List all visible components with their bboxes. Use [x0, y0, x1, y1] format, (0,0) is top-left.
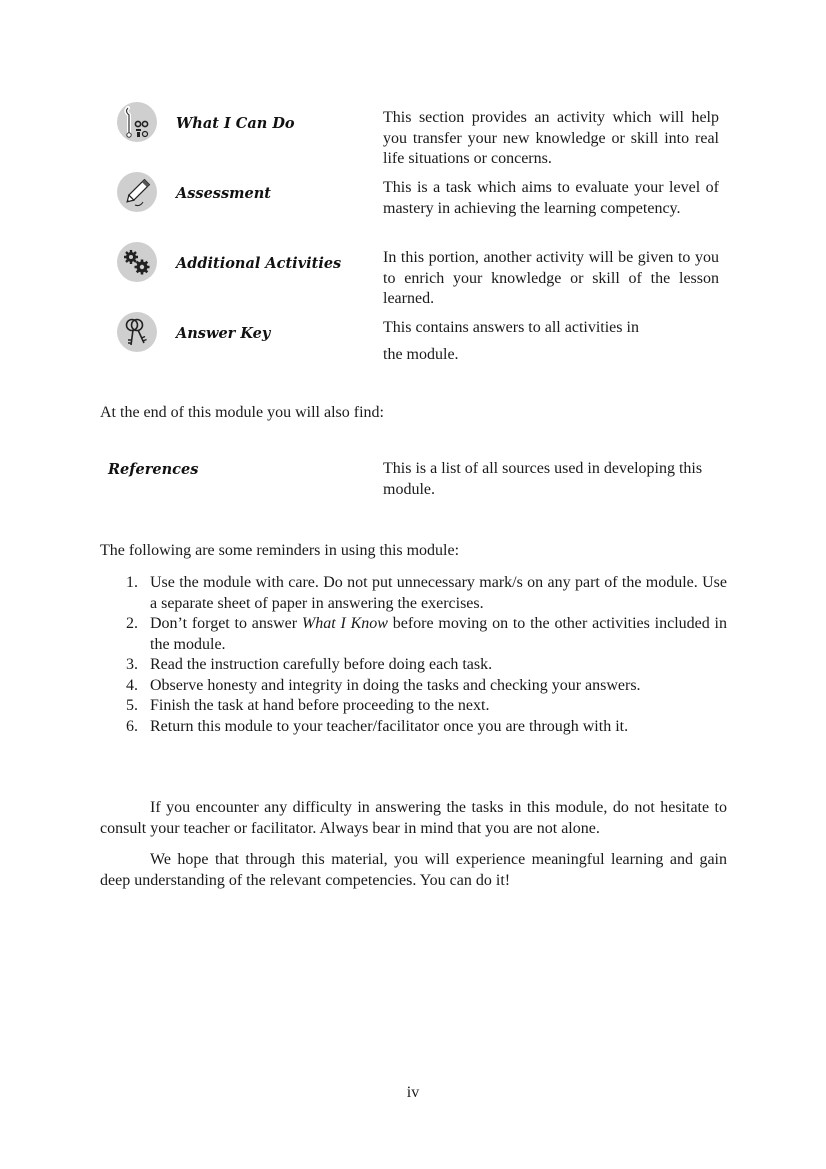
pencil-icon [117, 172, 157, 212]
reminder-text: Return this module to your teacher/facilitator once you are through with it. [150, 717, 629, 735]
reminder-number: 1. [126, 574, 138, 591]
reminder-number: 5. [126, 697, 138, 714]
closing-paragraph-2: We hope that through this material, you will experience meaningful learning and gain deep understanding of the relevant competencies. You can do it! [100, 851, 727, 889]
reminder-number: 4. [126, 676, 138, 694]
reminder-item [100, 573, 727, 614]
reminder-number: 3. [126, 656, 138, 673]
wrench-tools-icon [117, 102, 157, 142]
closing-paragraph-1: If you encounter any difficulty in answering the tasks in this module, do not hesitate to consult your teacher or facilitator. Always bear in mind that you are not alone. [100, 799, 727, 837]
reminder-number: 6. [126, 717, 138, 735]
section-label-answer-key: Answer Key [176, 325, 271, 342]
reminder-text: before moving on to the other activities included in the module. [150, 615, 727, 653]
references-label: References [108, 461, 199, 478]
end-intro-text: At the end of this module you will also find: [100, 404, 384, 421]
reminder-item [100, 614, 727, 655]
section-label-what-i-can-do: What I Can Do [176, 115, 295, 132]
reminder-item [100, 676, 727, 697]
reminder-number: 2. [126, 615, 138, 632]
reminder-item [100, 696, 727, 717]
section-description-assessment: This is a task which aims to evaluate your level of mastery in achieving the learning competency. [383, 179, 719, 217]
reminder-text: Use the module with care. Do not put unnecessary mark/s on any part of the module. Use a separate sheet of paper in answering the exercises. [150, 574, 727, 612]
keys-icon [117, 312, 157, 352]
section-description-answer-key [383, 318, 719, 365]
reminder-item [100, 655, 727, 676]
section-label-assessment: Assessment [176, 185, 271, 202]
reminder-text: Finish the task at hand before proceeding to the next. [150, 697, 490, 714]
reminder-text: Read the instruction carefully before doing each task. [150, 656, 493, 673]
answer-key-line-1: This contains answers to all activities in [383, 319, 639, 336]
answer-key-line-2: the module. [383, 345, 459, 363]
reminder-text: Observe honesty and integrity in doing the tasks and checking your answers. [150, 676, 641, 694]
references-description: This is a list of all sources used in developing this module. [383, 460, 703, 498]
section-description-additional-activities: In this portion, another activity will be given to you to enrich your knowledge or skill of the lesson learned. [383, 249, 719, 307]
page-number: iv [406, 1084, 420, 1101]
reminder-text: Don’t forget to answer [150, 615, 302, 632]
section-label-additional-activities: Additional Activities [176, 255, 342, 272]
reminders-intro: The following are some reminders in using this module: [100, 542, 460, 559]
gears-icon [117, 242, 157, 282]
reminders-list [100, 573, 727, 737]
reminder-item [100, 717, 727, 738]
section-description-what-i-can-do: This section provides an activity which will help you transfer your new knowledge or skill into real life situations or concerns. [383, 109, 719, 167]
reminder-emphasis-what-i-know: What I Know [301, 615, 388, 632]
